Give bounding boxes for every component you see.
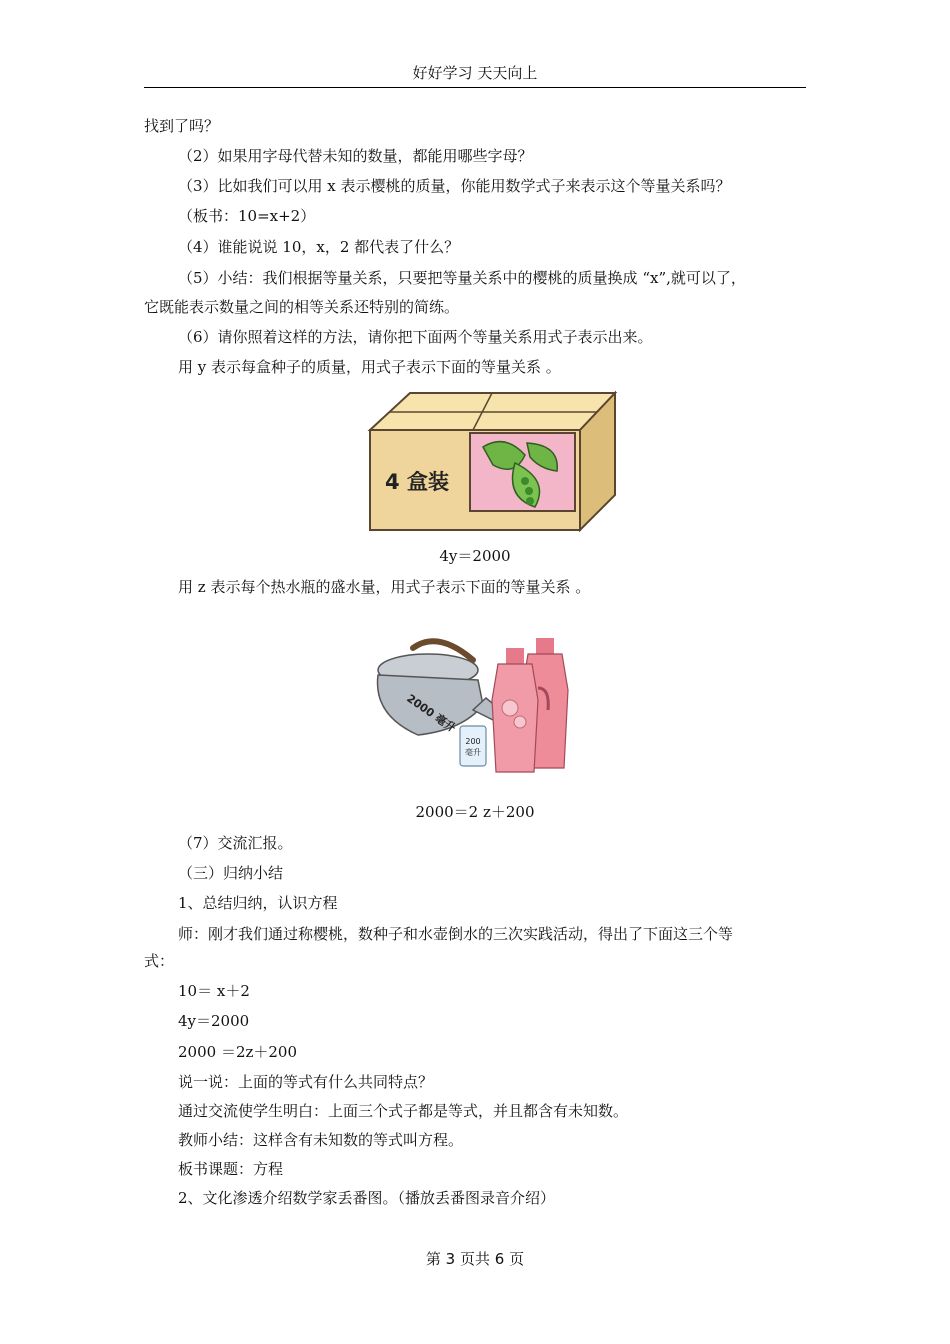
equation-1: 4y＝2000 (439, 547, 511, 565)
page-footer: 第 3 页共 6 页 (425, 1250, 525, 1268)
seed-box-illustration (365, 385, 625, 535)
section-heading: （三）归纳小结 (178, 864, 284, 882)
kettle-thermos-illustration (368, 630, 588, 775)
text-line: 师：刚才我们通过称樱桃，数种子和水壶倒水的三次实践活动，得出了下面这三个等 (178, 925, 734, 943)
text-line: 1、总结归纳，认识方程 (178, 894, 338, 912)
equation-line: 10＝ x＋2 (178, 982, 250, 1000)
text-line: 2、文化渗透介绍数学家丢番图。（播放丢番图录音介绍） (178, 1189, 556, 1207)
text-line: 教师小结：这样含有未知数的等式叫方程。 (178, 1131, 464, 1149)
text-line: 通过交流使学生明白：上面三个式子都是等式，并且都含有未知数。 (178, 1102, 629, 1120)
text-line: 说一说：上面的等式有什么共同特点？ (178, 1073, 434, 1091)
text-line: 找到了吗？ (144, 117, 220, 135)
text-line: 用 z 表示每个热水瓶的盛水量，用式子表示下面的等量关系 。 (178, 578, 591, 596)
text-line: 它既能表示数量之间的相等关系还特别的简练。 (144, 298, 460, 316)
text-line: （7）交流汇报。 (178, 834, 293, 852)
text-line: （3）比如我们可以用 x 表示樱桃的质量，你能用数学式子来表示这个等量关系吗？ (178, 177, 731, 195)
text-line: （2）如果用字母代替未知的数量，都能用哪些字母？ (178, 147, 533, 165)
equation-2: 2000＝2 z＋200 (415, 803, 535, 821)
cup-label-1: 200 (465, 737, 481, 746)
text-line: （5）小结：我们根据等量关系，只要把等量关系中的樱桃的质量换成 “x”,就可以了， (178, 269, 746, 287)
text-line: 式： (144, 952, 175, 970)
cup-label-2: 毫升 (465, 748, 481, 757)
equation-line: 2000 ＝2z＋200 (178, 1043, 298, 1061)
text-line: 用 y 表示每盒种子的质量，用式子表示下面的等量关系 。 (178, 358, 561, 376)
text-line: （4）谁能说说 10，x，2 都代表了什么？ (178, 238, 460, 256)
text-line: （板书：10=x+2） (178, 207, 316, 225)
box-label: 4 盒装 (385, 470, 449, 494)
kettle-label: 2000 毫升 (404, 691, 458, 735)
text-line: （6）请你照着这样的方法，请你把下面两个等量关系用式子表示出来。 (178, 328, 653, 346)
text-line: 板书课题：方程 (178, 1160, 284, 1178)
page-header: 好好学习 天天向上 (412, 64, 538, 82)
header-divider (144, 87, 806, 88)
equation-line: 4y＝2000 (178, 1012, 250, 1030)
